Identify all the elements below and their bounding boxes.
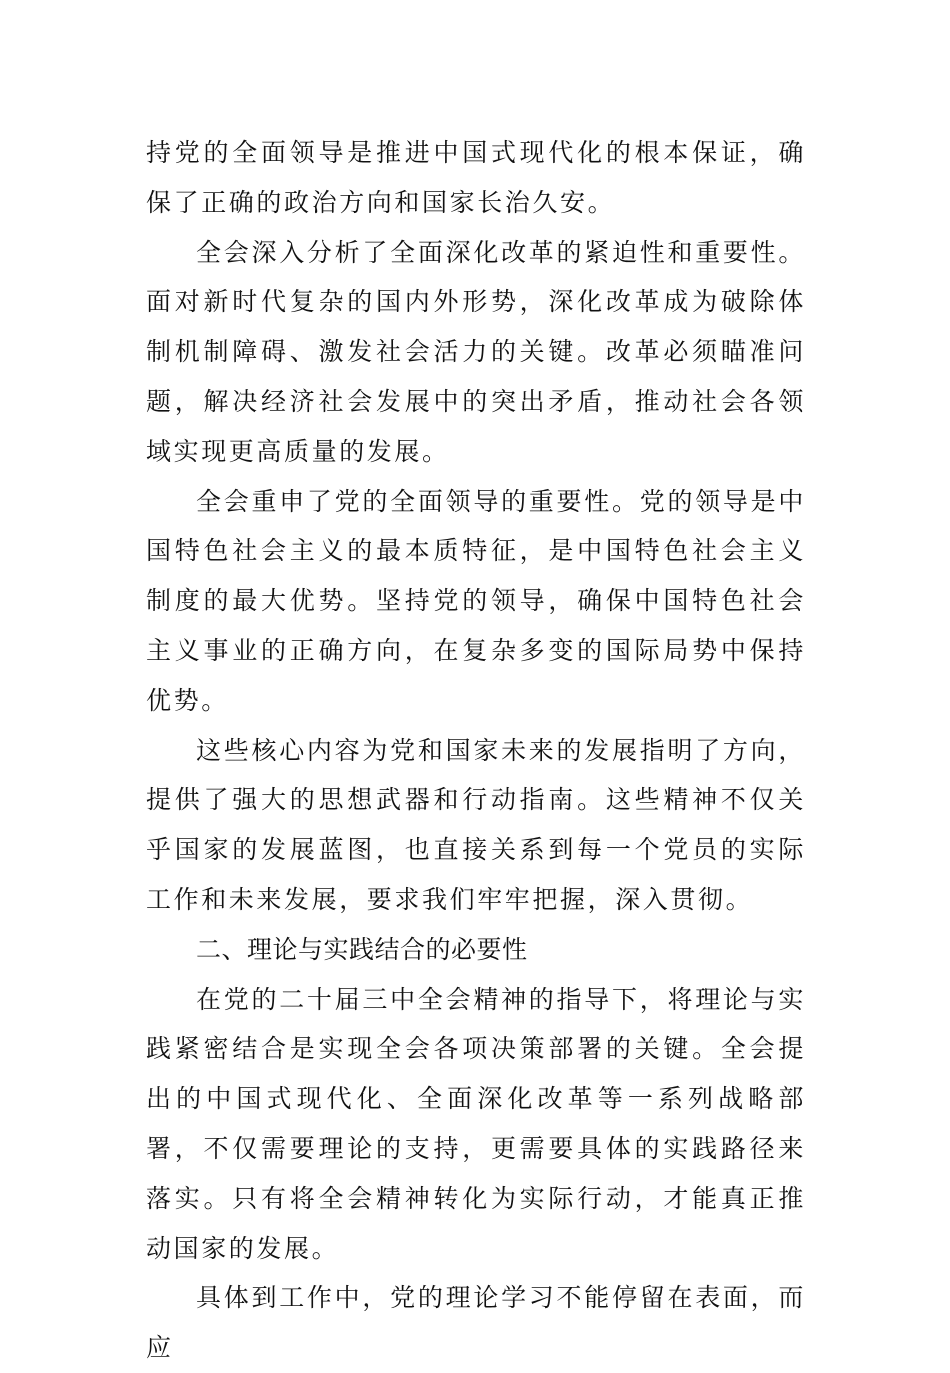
paragraph-core-content: 这些核心内容为党和国家未来的发展指明了方向，提供了强大的思想武器和行动指南。这些精神不仅关乎国家的发展蓝图，也直接关系到每一个党员的实际工作和未来发展，要求我们牢牢把握，深入贯彻。 (146, 735, 806, 914)
paragraph-continuation: 持党的全面领导是推进中国式现代化的根本保证，确保了正确的政治方向和国家长治久安。 (146, 138, 806, 217)
document-body (146, 128, 806, 1373)
paragraph-theory-practice: 在党的二十届三中全会精神的指导下，将理论与实践紧密结合是实现全会各项决策部署的关键。全会提出的中国式现代化、全面深化改革等一系列战略部署，不仅需要理论的支持，更需要具体的实践路径来落实。只有将全会精神转化为实际行动，才能真正推动国家的发展。 (146, 984, 806, 1263)
paragraph-party-leadership: 全会重申了党的全面领导的重要性。党的领导是中国特色社会主义的最本质特征，是中国特色社会主义制度的最大优势。坚持党的领导，确保中国特色社会主义事业的正确方向，在复杂多变的国际局势中保持优势。 (146, 486, 806, 715)
paragraph-work-application: 具体到工作中，党的理论学习不能停留在表面，而应 (146, 1283, 806, 1363)
section-heading: 二、理论与实践结合的必要性 (196, 934, 528, 964)
paragraph-reform-urgency: 全会深入分析了全面深化改革的紧迫性和重要性。面对新时代复杂的国内外形势，深化改革成为破除体制机制障碍、激发社会活力的关键。改革必须瞄准问题，解决经济社会发展中的突出矛盾，推动社会各领域实现更高质量的发展。 (146, 237, 806, 466)
